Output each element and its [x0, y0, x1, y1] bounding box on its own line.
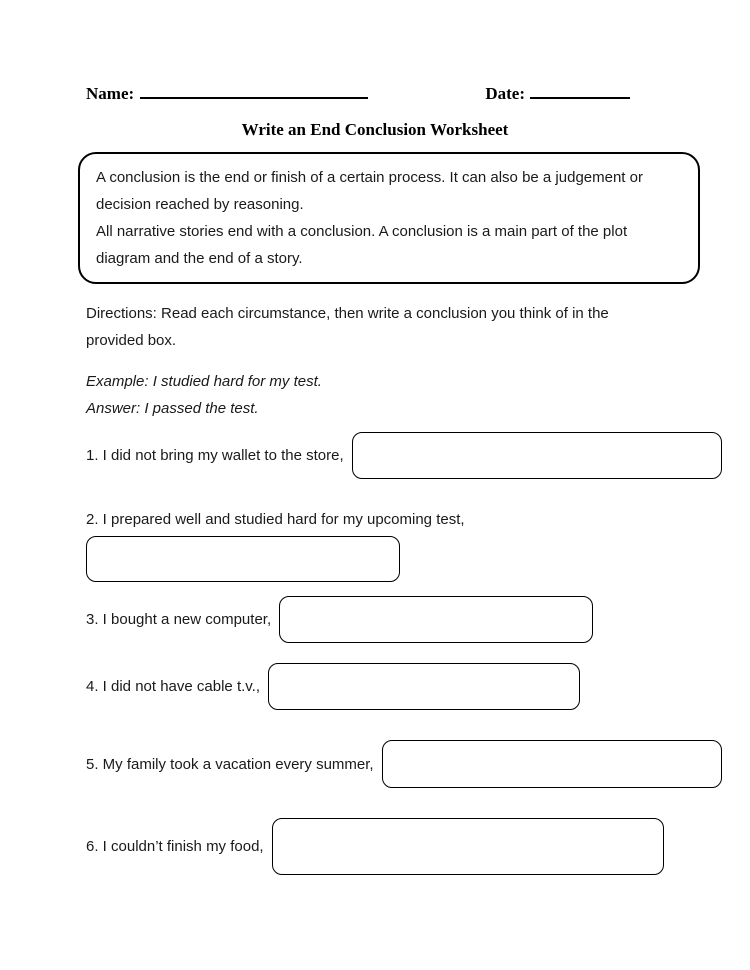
question-text-2: 2. I prepared well and studied hard for my upcoming test,	[86, 511, 465, 528]
question-row-6	[86, 818, 722, 875]
definition-box	[78, 152, 700, 284]
page-title: Write an End Conclusion Worksheet	[241, 120, 509, 139]
answer-box-6[interactable]	[272, 818, 664, 875]
question-text-3: 3. I bought a new computer,	[86, 611, 272, 628]
name-label: Name:	[86, 84, 135, 103]
question-row-1	[86, 432, 722, 479]
question-row-3	[86, 596, 722, 643]
question-row-4	[86, 663, 722, 710]
question-text-5: 5. My family took a vacation every summer,	[86, 755, 374, 773]
date-input-line[interactable]	[530, 85, 630, 99]
answer-box-3[interactable]	[279, 596, 593, 643]
answer-box-5[interactable]	[382, 740, 722, 788]
answer-box-4[interactable]	[268, 663, 580, 710]
date-field	[485, 84, 630, 104]
example-answer-text: Answer: I passed the test.	[86, 400, 259, 417]
question-row-5	[86, 740, 722, 788]
answer-box-2[interactable]	[86, 536, 400, 582]
definition-paragraph-1: A conclusion is the end or finish of a certain process. It can also be a judgement or decision reached by reasoning.	[96, 169, 643, 213]
question-text-4: 4. I did not have cable t.v.,	[86, 678, 260, 695]
date-label: Date:	[485, 84, 525, 103]
example-text: Example: I studied hard for my test.	[86, 373, 322, 390]
definition-paragraph-2: All narrative stories end with a conclusion. A conclusion is a main part of the plot diagram and the end of a story.	[96, 223, 628, 267]
name-field	[86, 84, 368, 104]
name-input-line[interactable]	[140, 85, 368, 99]
question-text-6: 6. I couldn’t finish my food,	[86, 838, 264, 855]
question-row-2	[86, 511, 722, 582]
question-text-1: 1. I did not bring my wallet to the store,	[86, 447, 344, 464]
header	[86, 84, 722, 104]
answer-box-1[interactable]	[352, 432, 722, 479]
directions-text: Directions: Read each circumstance, then write a conclusion you think of in the provided box.	[86, 305, 609, 349]
